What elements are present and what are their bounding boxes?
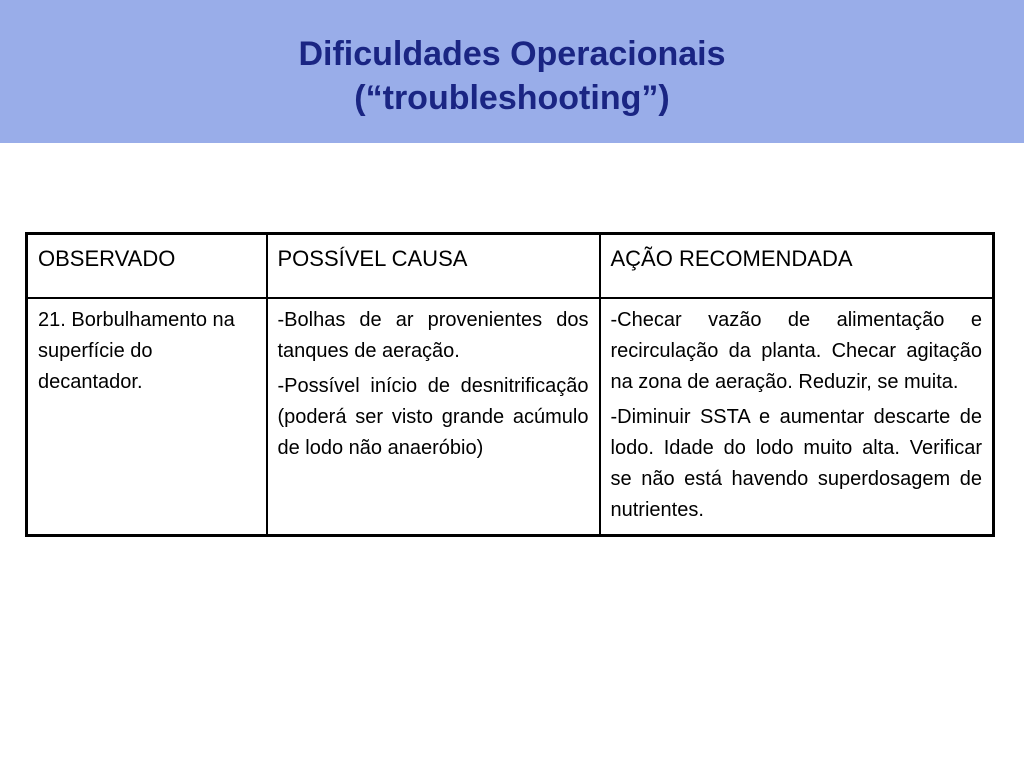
- slide-title: [0, 32, 1024, 120]
- header-possivel-causa: POSSÍVEL CAUSA: [267, 234, 600, 298]
- header-acao-recomendada: AÇÃO RECOMENDADA: [600, 234, 994, 298]
- slide-title-line-2: (“troubleshooting”): [354, 79, 670, 117]
- table-header-row: [27, 234, 994, 298]
- causa-item-1: -Bolhas de ar provenientes dos tanques de aeração.: [277, 308, 589, 362]
- cell-observado: 21. Borbulhamento na superfície do decantador.: [27, 298, 267, 536]
- cell-acao-recomendada: [600, 298, 994, 536]
- acao-item-1: -Checar vazão de alimentação e recirculação da planta. Checar agitação na zona de aeração. Reduzir, se muita.: [610, 308, 982, 393]
- header-observado: OBSERVADO: [27, 234, 267, 298]
- acao-item-2: -Diminuir SSTA e aumentar descarte de lodo. Idade do lodo muito alta. Verificar se não está havendo superdosagem de nutrientes.: [610, 405, 982, 521]
- cell-possivel-causa: [267, 298, 600, 536]
- slide-title-line-1: Dificuldades Operacionais: [298, 35, 726, 73]
- table-row: [27, 298, 994, 536]
- causa-item-2: -Possível início de desnitrificação (poderá ser visto grande acúmulo de lodo não anaeróbio): [277, 374, 589, 459]
- troubleshooting-table: [25, 232, 995, 537]
